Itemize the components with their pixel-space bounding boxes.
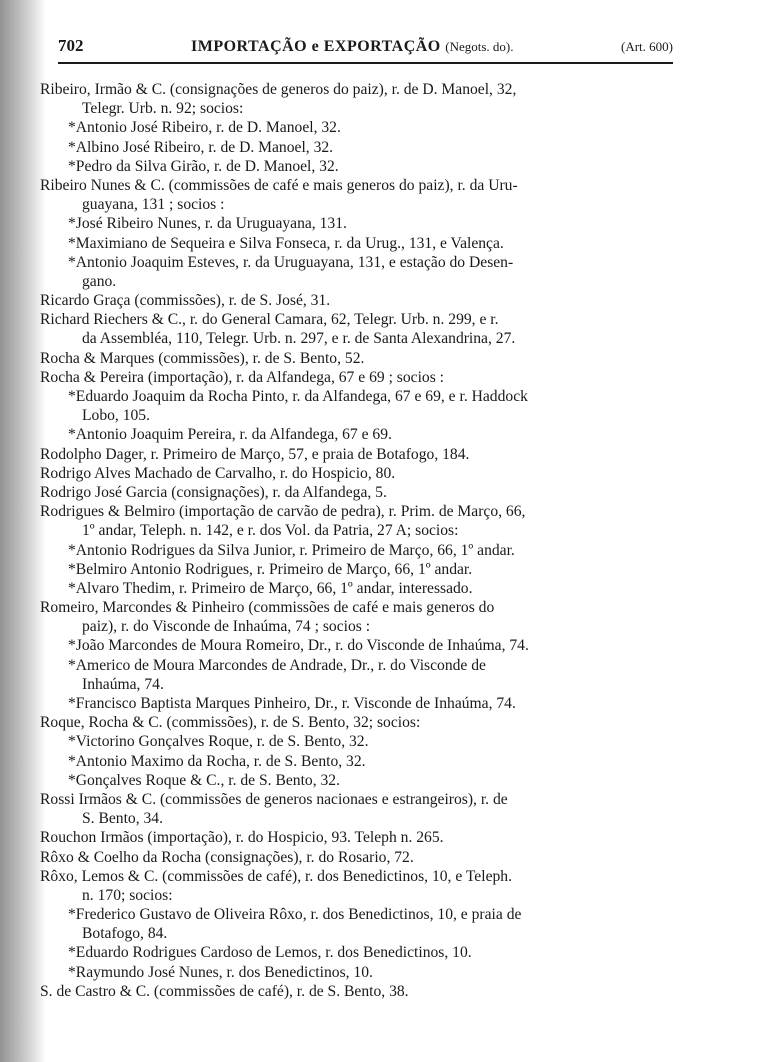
listing-line: Rôxo & Coelho da Rocha (consignações), r. do Rosario, 72.	[40, 848, 414, 866]
listing-line: *José Ribeiro Nunes, r. da Uruguayana, 131.	[68, 215, 347, 233]
listing-line: *Belmiro Antonio Rodrigues, r. Primeiro de Março, 66, 1º andar.	[68, 560, 473, 578]
listing-line: 1º andar, Teleph. n. 142, e r. dos Vol. da Patria, 27 A; socios:	[82, 522, 459, 540]
listing-line: Rodrigo Alves Machado de Carvalho, r. do Hospicio, 80.	[40, 464, 396, 482]
listing-line: *Eduardo Joaquim da Rocha Pinto, r. da Alfandega, 67 e 69, e r. Haddock	[68, 388, 528, 405]
listing-line: *Gonçalves Roque & C., r. de S. Bento, 32.	[68, 771, 340, 789]
listing-line: n. 170; socios:	[82, 886, 173, 904]
listing-line: S. Bento, 34.	[82, 810, 164, 828]
listing-line: *Albino José Ribeiro, r. de D. Manoel, 32.	[68, 138, 334, 156]
listing-line: *Americo de Moura Marcondes de Andrade, Dr., r. do Visconde de	[68, 656, 486, 674]
listing-line: paiz), r. do Visconde de Inhaúma, 74 ; socios :	[82, 618, 371, 636]
listing-line: *Antonio José Ribeiro, r. de D. Manoel, 32.	[68, 119, 341, 137]
running-title-sub: (Negots. do).	[445, 39, 514, 54]
listing-line: S. de Castro & C. (commissões de café), r. de S. Bento, 38.	[40, 982, 409, 1000]
listing-line: *João Marcondes de Moura Romeiro, Dr., r. do Visconde de Inhaúma, 74.	[68, 637, 529, 655]
listing-line: Rodolpho Dager, r. Primeiro de Março, 57, e praia de Botafogo, 184.	[40, 445, 470, 463]
listing-line: Lobo, 105.	[82, 407, 151, 425]
listing-line: gano.	[82, 272, 117, 290]
listing-line: *Antonio Joaquim Esteves, r. da Uruguayana, 131, e estação do Desen-	[68, 253, 514, 271]
running-title-main: IMPORTAÇÃO e EXPORTAÇÃO	[190, 38, 441, 55]
listing-line: Rodrigo José Garcia (consignações), r. da Alfandega, 5.	[40, 483, 387, 501]
directory-listing	[40, 80, 670, 1001]
page-number: 702	[58, 36, 84, 55]
listing-line: Roque, Rocha & C. (commissões), r. de S. Bento, 32; socios:	[40, 714, 421, 732]
listing-line: *Antonio Joaquim Pereira, r. da Alfandega, 67 e 69.	[68, 426, 392, 444]
listing-line: Rodrigues & Belmiro (importação de carvão de pedra), r. Prim. de Março, 66,	[40, 503, 526, 521]
listing-line: da Assembléa, 110, Telegr. Urb. n. 297, e r. de Santa Alexandrina, 27.	[82, 330, 516, 348]
page-header	[58, 36, 673, 64]
listing-line: *Eduardo Rodrigues Cardoso de Lemos, r. dos Benedictinos, 10.	[68, 944, 472, 962]
listing-line: *Raymundo José Nunes, r. dos Benedictinos, 10.	[68, 963, 373, 981]
listing-line: *Victorino Gonçalves Roque, r. de S. Bento, 32.	[68, 733, 369, 751]
listing-line: Rocha & Pereira (importação), r. da Alfandega, 67 e 69 ; socios :	[40, 368, 445, 386]
listing-line: *Antonio Maximo da Rocha, r. de S. Bento, 32.	[68, 752, 366, 770]
listing-line: *Maximiano de Sequeira e Silva Fonseca, r. da Urug., 131, e Valença.	[68, 234, 504, 252]
listing-line: Ricardo Graça (commissões), r. de S. José, 31.	[40, 292, 331, 310]
running-title	[191, 38, 514, 56]
listing-line: Romeiro, Marcondes & Pinheiro (commissões de café e mais generos do	[40, 599, 495, 617]
listing-line: Rouchon Irmãos (importação), r. do Hospicio, 93. Teleph n. 265.	[40, 829, 444, 847]
listing-line: *Alvaro Thedim, r. Primeiro de Março, 66, 1º andar, interessado.	[68, 579, 473, 597]
article-number: (Art. 600)	[620, 39, 673, 54]
listing-line: Rocha & Marques (commissões), r. de S. Bento, 52.	[40, 349, 365, 367]
listing-line: *Frederico Gustavo de Oliveira Rôxo, r. dos Benedictinos, 10, e praia de	[68, 906, 522, 924]
listing-line: Telegr. Urb. n. 92; socios:	[82, 100, 244, 118]
listing-line: *Francisco Baptista Marques Pinheiro, Dr., r. Visconde de Inhaúma, 74.	[68, 695, 516, 712]
listing-line: Inhaúma, 74.	[82, 675, 164, 693]
listing-line: Botafogo, 84.	[82, 925, 168, 943]
listing-line: *Antonio Rodrigues da Silva Junior, r. Primeiro de Março, 66, 1º andar.	[68, 541, 515, 559]
listing-line: Ribeiro, Irmão & C. (consignações de generos do paiz), r. de D. Manoel, 32,	[40, 81, 517, 98]
listing-line: *Pedro da Silva Girão, r. de D. Manoel, 32.	[68, 157, 339, 175]
listing-line: Rossi Irmãos & C. (commissões de generos nacionaes e estrangeiros), r. de	[40, 790, 508, 808]
listing-line: Ribeiro Nunes & C. (commissões de café e mais generos do paiz), r. da Uru-	[40, 176, 518, 194]
listing-line: Richard Riechers & C., r. do General Camara, 62, Telegr. Urb. n. 299, e r.	[40, 311, 499, 329]
listing-line: guayana, 131 ; socios :	[82, 196, 225, 214]
listing-line: Rôxo, Lemos & C. (commissões de café), r. dos Benedictinos, 10, e Teleph.	[40, 867, 512, 885]
